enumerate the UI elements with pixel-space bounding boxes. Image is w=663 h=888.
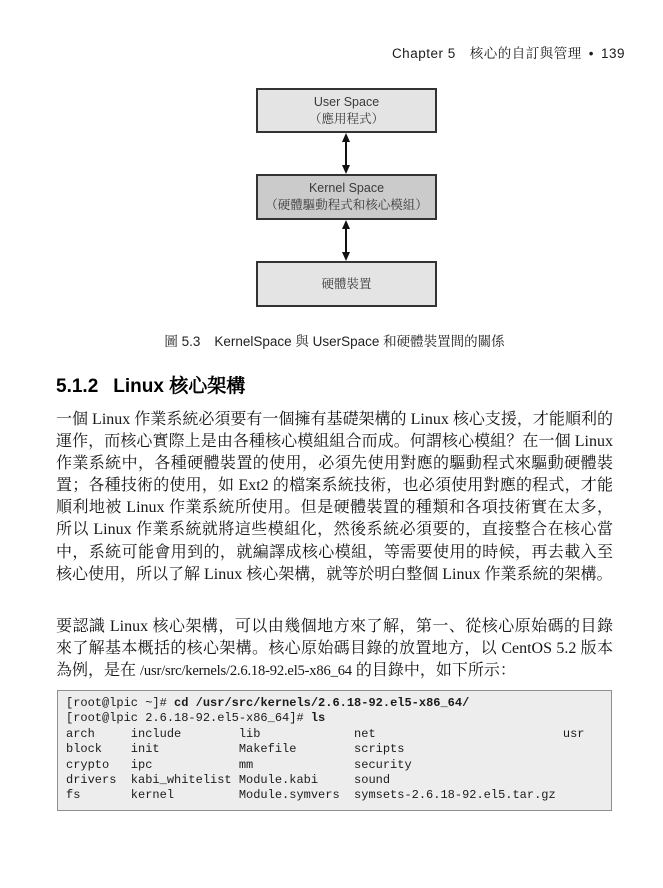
user-space-title: User Space xyxy=(313,94,380,109)
kernel-space-title: Kernel Space xyxy=(308,181,385,195)
section-title: Linux 核心架構 xyxy=(113,376,246,397)
diagram-box-kernel-space xyxy=(256,174,437,220)
diagram-box-hardware xyxy=(256,261,437,307)
double-arrow-icon xyxy=(339,220,353,261)
page-number: 139 xyxy=(600,46,625,61)
section-number: 5.1.2 xyxy=(56,376,99,397)
figure-caption-label: 圖 5.3 xyxy=(164,334,201,349)
ls-output-line: crypto ipc mm security xyxy=(66,757,412,772)
terminal-line-ls xyxy=(66,711,607,726)
terminal-listing xyxy=(57,690,612,811)
kernel-userspace-diagram xyxy=(0,0,663,320)
ls-output-line: drivers kabi_whitelist Module.kabi sound xyxy=(66,773,391,788)
separator-bullet: • xyxy=(588,46,594,61)
double-arrow-icon xyxy=(339,133,353,174)
ls-output-line: block init Makefile scripts xyxy=(66,742,405,757)
hardware-title: 硬體裝置 xyxy=(321,276,372,291)
kernel-source-path: /usr/src/kernels/2.6.18-92.el5-x86_64 xyxy=(140,663,352,680)
shell-command-cd: cd /usr/src/kernels/2.6.18-92.el5-x86_64/ xyxy=(174,696,470,710)
terminal-line-cd xyxy=(66,696,607,711)
chapter-title: 核心的自訂與管理 xyxy=(469,46,582,61)
kernel-space-subtitle: （硬體驅動程式和核心模組） xyxy=(265,198,428,212)
ls-output-line: arch include lib net usr xyxy=(66,726,585,741)
shell-prompt: [root@lpic ~]# xyxy=(66,696,175,710)
paragraph-2-text-after: 的目錄中，如下所示： xyxy=(351,662,516,680)
figure-caption-text: KernelSpace 與 UserSpace 和硬體裝置間的關係 xyxy=(214,334,505,349)
user-space-subtitle: （應用程式） xyxy=(308,111,384,126)
diagram-box-user-space xyxy=(256,88,437,133)
ls-output-line: fs kernel Module.symvers symsets-2.6.18-92.el5.tar.gz xyxy=(66,788,556,803)
figure-caption xyxy=(56,330,613,350)
body-paragraph-1: 一個 Linux 作業系統必須要有一個擁有基礎架構的 Linux 核心支援，才能順利的運作，而核心實際上是由各種核心模組組合而成。何謂核心模組？在一個 Linux 作業系統中，各種硬體裝置的使用，必須先使用對應的驅動程式來驅動硬體裝置；各種技術的使用，如 Ext2 的檔案系統技術，也必須使用對應的程式，才能順利地被 Linux 作業系統所使用。但是硬體裝置的種類和各項技術實在太多，所以 Linux 作業系統就將這些模組化，然後系統必須要的，直接整合在核心當中，系統可能會用到的，就編譯成核心模組，等需要使用的時候，再去載入至核心使用，所以了解 Linux 核心架構，就等於明白整個 Linux 作業系統的架構。 xyxy=(56,411,613,583)
chapter-label: Chapter 5 xyxy=(391,46,456,61)
paragraph-2-text-before: 要認識 Linux 核心架構，可以由幾個地方來了解，第一、從核心原始碼的目錄來了解基本概括的核心架構。核心原始碼目錄的放置地方，以 CentOS 5.2 版本為例，是在 xyxy=(56,618,613,680)
shell-command-ls: ls xyxy=(310,711,326,726)
body-paragraph-2 xyxy=(56,616,613,682)
section-heading xyxy=(56,371,245,398)
shell-prompt: [root@lpic 2.6.18-92.el5-x86_64]# xyxy=(66,711,311,726)
